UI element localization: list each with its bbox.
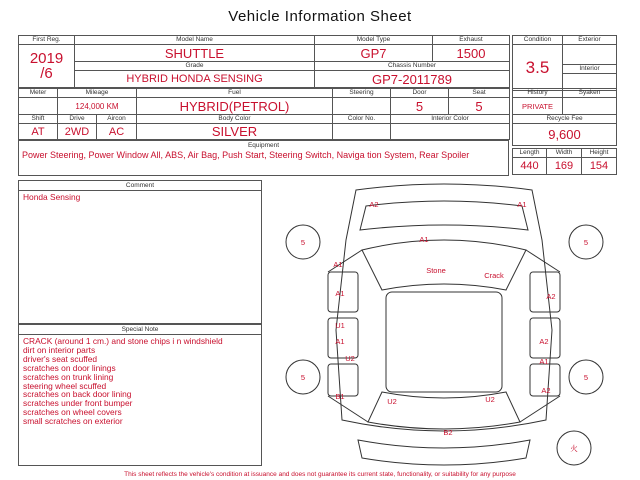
model-name-value: SHUTTLE bbox=[75, 45, 315, 62]
disclaimer-footer: This sheet reflects the vehicle's condition at issuance and does not guarantee its current state, functionality, or suitability for any purpose bbox=[124, 471, 516, 478]
damage-mark: U1 bbox=[335, 321, 345, 330]
steering-label: Steering bbox=[333, 89, 391, 98]
damage-mark: B2 bbox=[443, 428, 453, 437]
aircon-label: Aircon bbox=[97, 115, 137, 124]
fuel-value: HYBRID(PETROL) bbox=[137, 98, 333, 115]
damage-mark: A1 bbox=[517, 200, 527, 209]
color-no-value bbox=[333, 124, 391, 140]
dimensions-table bbox=[512, 148, 617, 175]
grade-value: HYBRID HONDA SENSING bbox=[75, 71, 315, 88]
equipment-box bbox=[18, 140, 509, 176]
height-label: Height bbox=[582, 149, 617, 158]
syaken-label: Syaken bbox=[563, 89, 617, 98]
aircon-value: AC bbox=[97, 124, 137, 140]
damage-mark: A2 bbox=[539, 337, 549, 346]
grade-label: Grade bbox=[75, 62, 315, 71]
equipment-label: Equipment bbox=[247, 142, 280, 149]
shift-label: Shift bbox=[19, 115, 58, 124]
condition-label: Condition bbox=[513, 36, 563, 45]
body-color-label: Body Color bbox=[137, 115, 333, 124]
color-no-label: Color No. bbox=[333, 115, 391, 124]
damage-mark: Stone bbox=[426, 266, 446, 275]
model-type-label: Model Type bbox=[315, 36, 433, 45]
damage-mark: U2 bbox=[485, 395, 495, 404]
special-note-box bbox=[18, 324, 262, 466]
length-value: 440 bbox=[513, 158, 547, 175]
special-note-value: CRACK (around 1 cm.) and stone chips i n windshield dirt on interior parts driver's seat scuffed scratches on door linings scratches on trunk lining steering wheel scuffed scratches on back door lining scratches under front bumper scratches on wheel covers small scratches on exterior bbox=[23, 336, 223, 427]
damage-mark: A2 bbox=[541, 386, 551, 395]
first-reg-label: First Reg. bbox=[19, 36, 75, 45]
damage-mark: 5 bbox=[300, 373, 306, 382]
equipment-value: Power Steering, Power Window All, ABS, Air Bag, Push Start, Steering Switch, Naviga tion System, Rear Spoiler bbox=[22, 150, 470, 160]
damage-mark: Crack bbox=[484, 271, 504, 280]
interior-color-value bbox=[391, 124, 510, 140]
car-damage-diagram bbox=[266, 180, 622, 470]
damage-mark: A2 bbox=[546, 292, 556, 301]
damage-mark: A1 bbox=[335, 337, 345, 346]
comment-value: Honda Sensing bbox=[23, 192, 81, 202]
width-value: 169 bbox=[547, 158, 582, 175]
drive-label: Drive bbox=[58, 115, 97, 124]
comment-label: Comment bbox=[19, 181, 261, 191]
damage-mark: A1 bbox=[539, 357, 549, 366]
door-value: 5 bbox=[391, 98, 449, 115]
specs-table bbox=[18, 88, 510, 115]
damage-mark: 5 bbox=[583, 373, 589, 382]
syaken-value bbox=[563, 98, 617, 115]
height-value: 154 bbox=[582, 158, 617, 175]
vehicle-info-table bbox=[18, 35, 510, 88]
body-color-value: SILVER bbox=[137, 124, 333, 140]
body-table bbox=[18, 114, 510, 140]
recycle-fee-label: Recycle Fee bbox=[513, 115, 617, 124]
seat-value: 5 bbox=[449, 98, 510, 115]
chassis-number-label: Chassis Number bbox=[315, 62, 510, 71]
damage-mark: A1 bbox=[333, 260, 343, 269]
condition-value: 3.5 bbox=[513, 45, 563, 91]
history-table bbox=[512, 88, 617, 146]
fuel-label: Fuel bbox=[137, 89, 333, 98]
exterior-label: Exterior bbox=[563, 36, 617, 45]
exhaust-value: 1500 bbox=[433, 45, 510, 62]
exhaust-label: Exhaust bbox=[433, 36, 510, 45]
length-label: Length bbox=[513, 149, 547, 158]
damage-mark: 5 bbox=[583, 238, 589, 247]
mileage-value: 124,000 KM bbox=[58, 98, 137, 115]
interior-color-label: Interior Color bbox=[391, 115, 510, 124]
meter-label: Meter bbox=[19, 89, 58, 98]
drive-value: 2WD bbox=[58, 124, 97, 140]
damage-mark: A1 bbox=[419, 235, 429, 244]
history-label: History bbox=[513, 89, 563, 98]
seat-label: Seat bbox=[449, 89, 510, 98]
damage-mark: B1 bbox=[335, 392, 345, 401]
first-reg-value: 2019 /6 bbox=[19, 45, 75, 88]
interior-label: Interior bbox=[563, 65, 617, 74]
damage-mark: A1 bbox=[335, 289, 345, 298]
damage-mark: 5 bbox=[300, 238, 306, 247]
damage-mark: 火 bbox=[570, 444, 578, 453]
page-title: Vehicle Information Sheet bbox=[228, 8, 412, 25]
chassis-number-value: GP7-2011789 bbox=[315, 71, 510, 88]
steering-value bbox=[333, 98, 391, 115]
model-name-label: Model Name bbox=[75, 36, 315, 45]
door-label: Door bbox=[391, 89, 449, 98]
model-type-value: GP7 bbox=[315, 45, 433, 62]
comment-box bbox=[18, 180, 262, 324]
damage-mark: U2 bbox=[387, 397, 397, 406]
meter-value bbox=[19, 98, 58, 115]
damage-mark: U2 bbox=[345, 354, 355, 363]
condition-table bbox=[512, 35, 617, 91]
width-label: Width bbox=[547, 149, 582, 158]
special-note-label: Special Note bbox=[19, 325, 261, 335]
history-value: PRIVATE bbox=[513, 98, 563, 115]
damage-mark: A2 bbox=[369, 200, 379, 209]
mileage-label: Mileage bbox=[58, 89, 137, 98]
recycle-fee-value: 9,600 bbox=[513, 124, 617, 146]
exterior-value bbox=[563, 45, 617, 65]
shift-value: AT bbox=[19, 124, 58, 140]
